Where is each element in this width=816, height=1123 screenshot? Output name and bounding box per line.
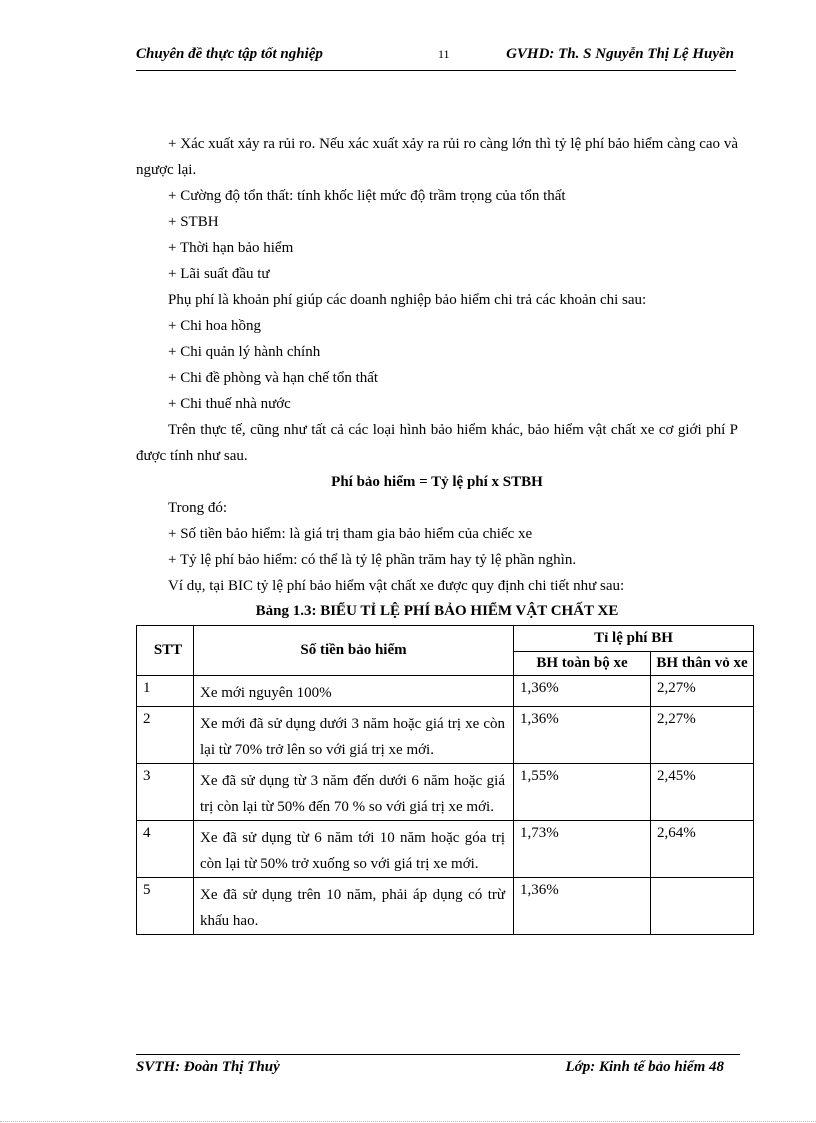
- header-title: Chuyên đề thực tập tốt nghiệp: [136, 46, 323, 62]
- cell-stt: 1: [137, 676, 194, 707]
- paragraph: + Tỷ lệ phí bảo hiểm: có thể là tỷ lệ phần trăm hay tỷ lệ phần nghìn.: [168, 552, 577, 568]
- paragraph: + Chi hoa hồng: [168, 318, 262, 334]
- page-header: [136, 44, 736, 71]
- table-row: [137, 878, 754, 935]
- paragraph: + Chi quản lý hành chính: [168, 344, 321, 360]
- paragraph: + Chi thuế nhà nước: [168, 396, 291, 412]
- cell-shell: 2,45%: [651, 764, 754, 821]
- paragraph: + Xác xuất xảy ra rủi ro. Nếu xác xuất xảy ra rủi ro càng lớn thì tỷ lệ phí bảo hiểm càng cao và ngược lại.: [136, 136, 738, 178]
- cell-desc: Xe mới đã sử dụng dưới 3 năm hoặc giá trị xe còn lại từ 70% trở lên so với giá trị xe mới.: [194, 707, 514, 764]
- paragraph: Trong đó:: [168, 500, 228, 516]
- header-rate-group: Tỉ lệ phí BH: [514, 626, 754, 652]
- cell-desc: Xe đã sử dụng từ 6 năm tới 10 năm hoặc góa trị còn lại từ 50% trở xuống so với giá trị xe mới.: [194, 821, 514, 878]
- premium-formula: Phí bảo hiểm = Tỷ lệ phí x STBH: [331, 474, 543, 490]
- paragraph: + Cường độ tổn thất: tính khốc liệt mức độ trầm trọng của tổn thất: [168, 188, 566, 204]
- header-sum-insured: Số tiền bảo hiểm: [194, 626, 514, 676]
- paragraph: Trên thực tế, cũng như tất cả các loại hình bảo hiểm khác, bảo hiểm vật chất xe cơ giới phí P được tính như sau.: [136, 422, 738, 464]
- cell-desc: Xe đã sử dụng trên 10 năm, phải áp dụng có trừ khấu hao.: [194, 878, 514, 935]
- paragraph: Ví dụ, tại BIC tỷ lệ phí bảo hiểm vật chất xe được quy định chi tiết như sau:: [168, 578, 625, 594]
- cell-shell: [651, 878, 754, 935]
- cell-stt: 5: [137, 878, 194, 935]
- page-number: 11: [438, 47, 450, 61]
- header-supervisor: GVHD: Th. S Nguyễn Thị Lệ Huyền: [506, 46, 734, 62]
- page-bottom-divider: [0, 1121, 816, 1122]
- cell-full: 1,36%: [514, 707, 651, 764]
- cell-full: 1,55%: [514, 764, 651, 821]
- cell-full: 1,73%: [514, 821, 651, 878]
- paragraph: + Chi đề phòng và hạn chế tổn thất: [168, 370, 379, 386]
- table-row: [137, 676, 754, 707]
- table-row: [137, 764, 754, 821]
- page-footer: [136, 1054, 740, 1075]
- paragraph: + Lãi suất đầu tư: [168, 266, 270, 282]
- header-stt: STT: [137, 626, 194, 676]
- cell-shell: 2,64%: [651, 821, 754, 878]
- paragraph: + Số tiền bảo hiểm: là giá trị tham gia bảo hiểm của chiếc xe: [168, 526, 533, 542]
- table-caption: Bảng 1.3: BIỂU TỈ LỆ PHÍ BẢO HIỂM VẬT CHẤT XE: [255, 603, 619, 619]
- table-row: [137, 821, 754, 878]
- cell-desc: Xe mới nguyên 100%: [194, 676, 514, 707]
- footer-class: Lớp: Kinh tế bảo hiểm 48: [565, 1059, 724, 1075]
- cell-stt: 2: [137, 707, 194, 764]
- paragraph: + Thời hạn bảo hiểm: [168, 240, 294, 256]
- paragraph: + STBH: [168, 214, 219, 230]
- cell-stt: 4: [137, 821, 194, 878]
- footer-student: SVTH: Đoàn Thị Thuỷ: [136, 1059, 280, 1075]
- header-body-shell: BH thân vỏ xe: [651, 652, 754, 676]
- header-full-vehicle: BH toàn bộ xe: [514, 652, 651, 676]
- cell-full: 1,36%: [514, 878, 651, 935]
- cell-full: 1,36%: [514, 676, 651, 707]
- cell-stt: 3: [137, 764, 194, 821]
- page-body: [136, 131, 738, 623]
- cell-desc: Xe đã sử dụng từ 3 năm đến dưới 6 năm hoặc giá trị còn lại từ 50% đến 70 % so với giá trị xe mới.: [194, 764, 514, 821]
- paragraph: Phụ phí là khoản phí giúp các doanh nghiệp bảo hiểm chi trả các khoản chi sau:: [168, 292, 647, 308]
- table-row: [137, 707, 754, 764]
- cell-shell: 2,27%: [651, 676, 754, 707]
- premium-rate-table: [136, 625, 754, 935]
- cell-shell: 2,27%: [651, 707, 754, 764]
